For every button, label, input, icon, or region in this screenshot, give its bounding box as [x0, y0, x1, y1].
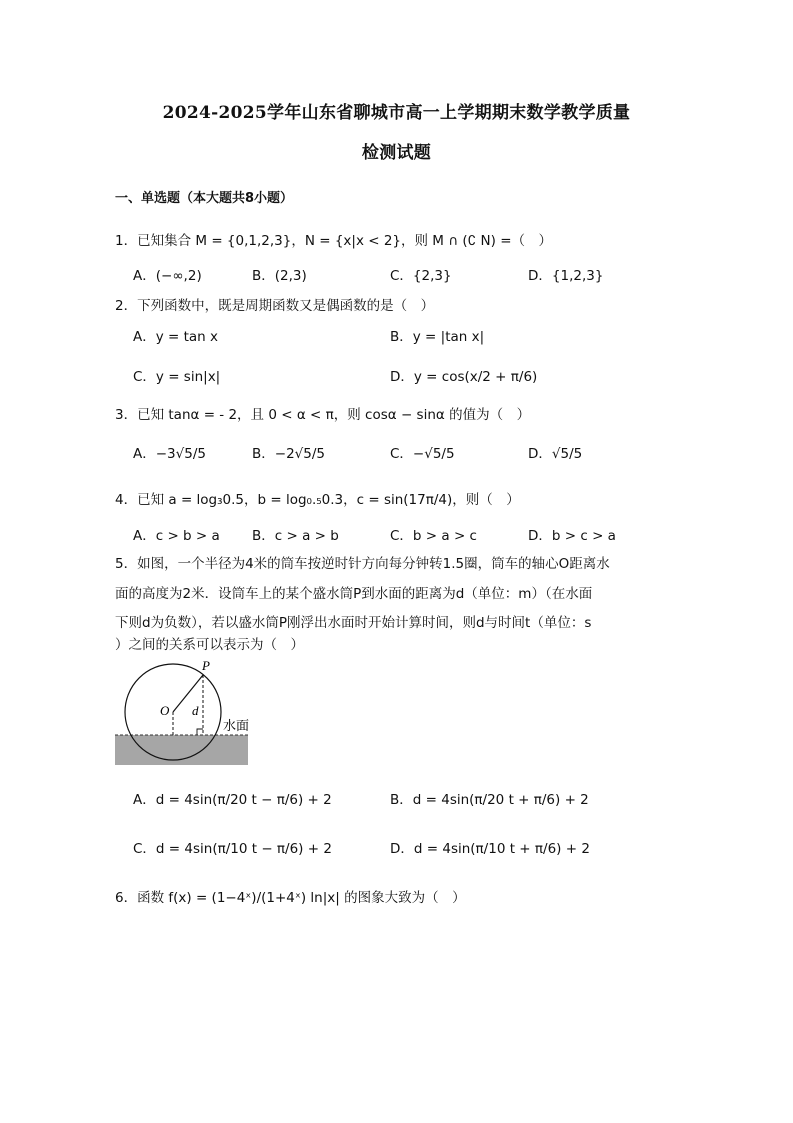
q6-stem: 6．函数 f(x) = (1−4ˣ)/(1+4ˣ) ln|x| 的图象大致为（ ）	[115, 890, 466, 906]
waterwheel-figure	[110, 655, 270, 770]
label-O: O	[160, 703, 170, 718]
q2-option-a: A．y = tan x	[133, 329, 219, 345]
q5-stem-line4: ）之间的关系可以表示为（ ）	[115, 637, 304, 653]
radius-line	[173, 675, 203, 712]
q2-option-d: D．y = cos(x/2 + π/6)	[390, 369, 538, 385]
q4-stem: 4．已知 a = log₃0.5，b = log₀.₅0.3，c = sin(17π/4)，则（ ）	[115, 492, 520, 508]
q3-option-c: C．−√5/5	[390, 446, 455, 462]
q3-option-a: A．−3√5/5	[133, 446, 206, 462]
q5-option-c: C．d = 4sin(π/10 t − π/6) + 2	[133, 841, 332, 857]
q1-stem: 1．已知集合 M = {0,1,2,3}，N = {x|x < 2}，则 M ∩ (∁ N) =（ ）	[115, 233, 553, 249]
label-water-surface: 水面	[223, 718, 250, 733]
q5-stem-line2: 面的高度为2米．设筒车上的某个盛水筒P到水面的距离为d（单位：m）（在水面	[115, 586, 593, 602]
q2-option-b: B．y = |tan x|	[390, 329, 485, 345]
q5-option-b: B．d = 4sin(π/20 t + π/6) + 2	[390, 792, 589, 808]
q4-option-d: D．b > c > a	[528, 528, 616, 544]
q3-stem: 3．已知 tanα = - 2，且 0 < α < π，则 cosα − sinα 的值为（ ）	[115, 407, 531, 423]
q1-option-a: A．(−∞,2)	[133, 268, 202, 284]
q3-option-d: D．√5/5	[528, 446, 583, 462]
q4-option-b: B．c > a > b	[252, 528, 339, 544]
q5-stem-line1: 5．如图，一个半径为4米的筒车按逆时针方向每分钟转1.5圈，筒车的轴心O距离水	[115, 556, 610, 572]
q1-option-b: B．(2,3)	[252, 268, 307, 284]
section-heading: 一、单选题（本大题共8小题）	[115, 191, 294, 206]
q5-stem-line3: 下则d为负数），若以盛水筒P刚浮出水面时开始计算时间，则d与时间t（单位：s	[115, 615, 592, 631]
q4-option-a: A．c > b > a	[133, 528, 220, 544]
q3-option-b: B．−2√5/5	[252, 446, 325, 462]
exam-title-line2: 检测试题	[361, 143, 432, 163]
q1-option-c: C．{2,3}	[390, 268, 452, 284]
q4-option-c: C．b > a > c	[390, 528, 477, 544]
water-region	[115, 735, 248, 765]
q5-option-a: A．d = 4sin(π/20 t − π/6) + 2	[133, 792, 332, 808]
q2-option-c: C．y = sin|x|	[133, 369, 221, 385]
q2-stem: 2．下列函数中，既是周期函数又是偶函数的是（ ）	[115, 298, 435, 314]
label-d: d	[192, 703, 199, 718]
q5-option-d: D．d = 4sin(π/10 t + π/6) + 2	[390, 841, 590, 857]
exam-title-line1: 2024-2025学年山东省聊城市高一上学期期末数学教学质量	[162, 103, 631, 123]
label-P: P	[202, 658, 210, 673]
right-angle-mark	[197, 729, 203, 735]
q1-option-d: D．{1,2,3}	[528, 268, 604, 284]
